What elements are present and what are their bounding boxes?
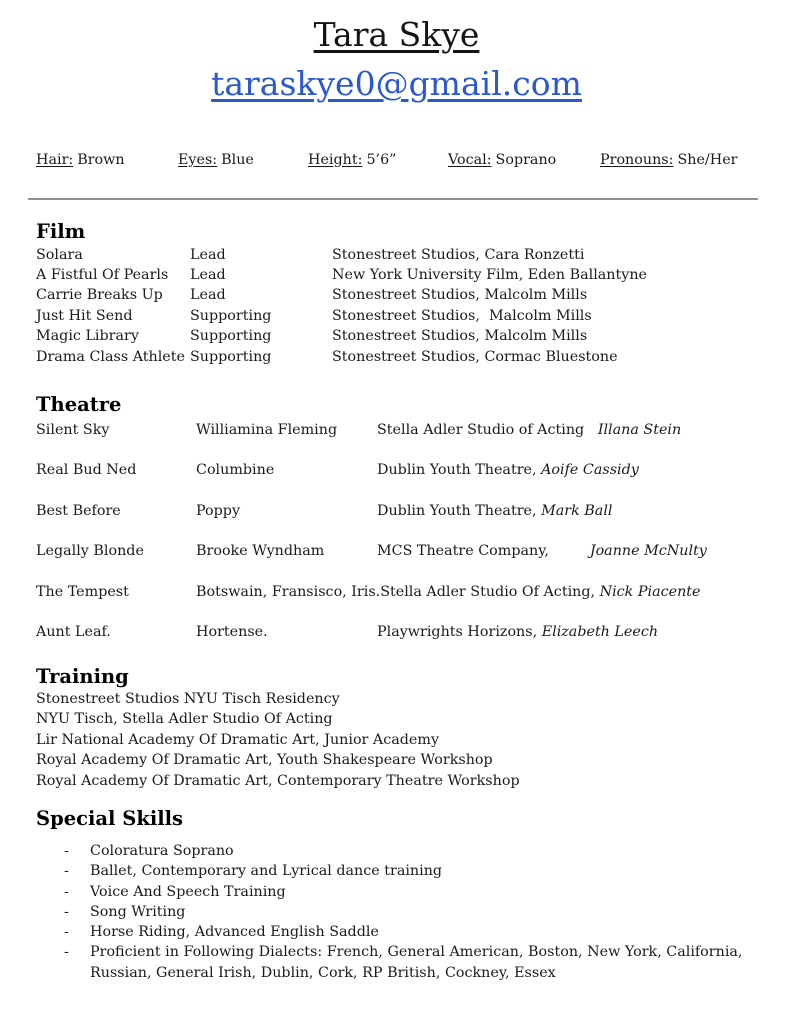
header-divider (28, 198, 758, 200)
film-title: A Fistful Of Pearls (36, 266, 169, 283)
film-credit: Stonestreet Studios, Malcolm Mills (332, 287, 588, 304)
theatre-heading: Theatre (36, 392, 122, 416)
stat-pronouns-value: She/Her (677, 151, 738, 168)
theatre-title: The Tempest (36, 583, 129, 600)
film-row (36, 326, 757, 346)
film-credit: New York University Film, Eden Ballantyne (332, 266, 647, 283)
skill-item (36, 942, 757, 983)
training-item: Lir National Academy Of Dramatic Art, Junior Academy (36, 731, 440, 748)
bullet-dash: - (64, 883, 69, 900)
bullet-dash: - (64, 903, 69, 920)
bullet-dash: - (64, 944, 69, 961)
theatre-credit (377, 461, 757, 481)
skill-text: Horse Riding, Advanced English Saddle (90, 924, 379, 941)
stat-vocal-value: Soprano (495, 151, 557, 168)
skill-item (36, 841, 757, 861)
theatre-title: Aunt Leaf. (36, 624, 111, 641)
stat-hair-value: Brown (77, 151, 125, 168)
film-credit: Stonestreet Studios, Cormac Bluestone (332, 348, 618, 365)
film-title: Carrie Breaks Up (36, 287, 163, 304)
theatre-director: Mark Ball (541, 502, 613, 519)
stat-height (308, 151, 448, 170)
theatre-director: Aoife Cassidy (541, 462, 639, 479)
theatre-title: Legally Blonde (36, 543, 144, 560)
stat-eyes (178, 151, 308, 170)
special-skills-section (36, 806, 757, 983)
theatre-role: Brooke Wyndham (196, 543, 325, 560)
theatre-rows (36, 421, 757, 643)
stat-eyes-value: Blue (221, 151, 254, 168)
bullet-dash: - (64, 863, 69, 880)
film-row (36, 245, 757, 265)
stat-vocal (448, 151, 600, 170)
theatre-row (36, 583, 757, 603)
theatre-title: Best Before (36, 502, 121, 519)
film-role: Supporting (190, 348, 272, 365)
theatre-row (36, 623, 757, 643)
film-title: Just Hit Send (36, 307, 133, 324)
theatre-role: Hortense. (196, 624, 268, 641)
theatre-director: Nick Piacente (599, 583, 701, 600)
stat-vocal-label: Vocal: (448, 151, 492, 168)
skill-item (36, 902, 757, 922)
theatre-role: Williamina Fleming (196, 421, 338, 438)
film-role: Lead (190, 266, 226, 283)
theatre-role: Botswain, Fransisco, Iris. (196, 583, 381, 600)
film-title: Magic Library (36, 328, 139, 345)
stat-eyes-label: Eyes: (178, 151, 218, 168)
film-role: Supporting (190, 307, 272, 324)
theatre-credit (380, 583, 757, 603)
theatre-section (36, 392, 757, 643)
special-skills-heading: Special Skills (36, 806, 184, 830)
skill-text: Voice And Speech Training (90, 883, 286, 900)
skill-text: Ballet, Contemporary and Lyrical dance training (90, 863, 443, 880)
film-title: Solara (36, 246, 83, 263)
theatre-company: MCS Theatre Company, (377, 543, 590, 560)
film-credit: Stonestreet Studios, Malcolm Mills (332, 307, 592, 324)
theatre-title: Real Bud Ned (36, 462, 137, 479)
theatre-director: Elizabeth Leech (541, 624, 659, 641)
stat-hair-label: Hair: (36, 151, 74, 168)
film-role: Lead (190, 246, 226, 263)
stat-pronouns (600, 151, 738, 170)
theatre-company: Dublin Youth Theatre, (377, 462, 542, 479)
training-item: Royal Academy Of Dramatic Art, Youth Shakespeare Workshop (36, 752, 493, 769)
skill-item (36, 861, 757, 881)
film-credit: Stonestreet Studios, Cara Ronzetti (332, 246, 585, 263)
film-heading: Film (36, 219, 86, 243)
skills-list (36, 841, 757, 983)
training-item: NYU Tisch, Stella Adler Studio Of Acting (36, 711, 333, 728)
film-title: Drama Class Athlete (36, 348, 185, 365)
training-section (36, 664, 757, 791)
theatre-director: Joanne McNulty (589, 543, 707, 560)
skill-text: Proficient in Following Dialects: French, General American, Boston, New York, California, Russian, General Irish, Dublin, Cork, RP British, Cockney, Essex (90, 944, 743, 981)
film-role: Lead (190, 287, 226, 304)
theatre-role: Columbine (196, 462, 275, 479)
email-link[interactable]: taraskye0@gmail.com (211, 64, 582, 104)
skill-text: Coloratura Soprano (90, 842, 234, 859)
film-row (36, 306, 757, 326)
film-credit: Stonestreet Studios, Malcolm Mills (332, 328, 588, 345)
name-title: Tara Skye (313, 15, 480, 54)
theatre-company: Dublin Youth Theatre, (377, 502, 542, 519)
theatre-role: Poppy (196, 502, 241, 519)
theatre-director: Illana Stein (597, 421, 682, 438)
training-heading: Training (36, 664, 129, 688)
theatre-credit (377, 542, 757, 562)
training-item: Royal Academy Of Dramatic Art, Contemporary Theatre Workshop (36, 772, 520, 789)
theatre-row (36, 421, 757, 441)
film-row (36, 285, 757, 305)
theatre-company: Stella Adler Studio of Acting (377, 421, 598, 438)
skill-item (36, 882, 757, 902)
theatre-title: Silent Sky (36, 421, 110, 438)
film-row (36, 265, 757, 285)
training-item: Stonestreet Studios NYU Tisch Residency (36, 690, 340, 707)
theatre-row (36, 542, 757, 562)
film-rows (36, 245, 757, 367)
theatre-credit (377, 623, 757, 643)
film-row (36, 347, 757, 367)
stat-pronouns-label: Pronouns: (600, 151, 674, 168)
bullet-dash: - (64, 924, 69, 941)
email-line (36, 63, 757, 104)
stats-row (36, 151, 757, 170)
skill-text: Song Writing (90, 903, 186, 920)
theatre-row (36, 461, 757, 481)
theatre-row (36, 502, 757, 522)
training-items (36, 689, 757, 791)
skill-item (36, 922, 757, 942)
stat-height-value: 5’6” (366, 151, 397, 168)
theatre-company: Playwrights Horizons, (377, 624, 542, 641)
stat-height-label: Height: (308, 151, 363, 168)
bullet-dash: - (64, 842, 69, 859)
theatre-credit (377, 502, 757, 522)
film-role: Supporting (190, 328, 272, 345)
theatre-company: Stella Adler Studio Of Acting, (380, 583, 600, 600)
stat-hair (36, 151, 178, 170)
theatre-credit (377, 421, 757, 441)
film-section (36, 219, 757, 367)
